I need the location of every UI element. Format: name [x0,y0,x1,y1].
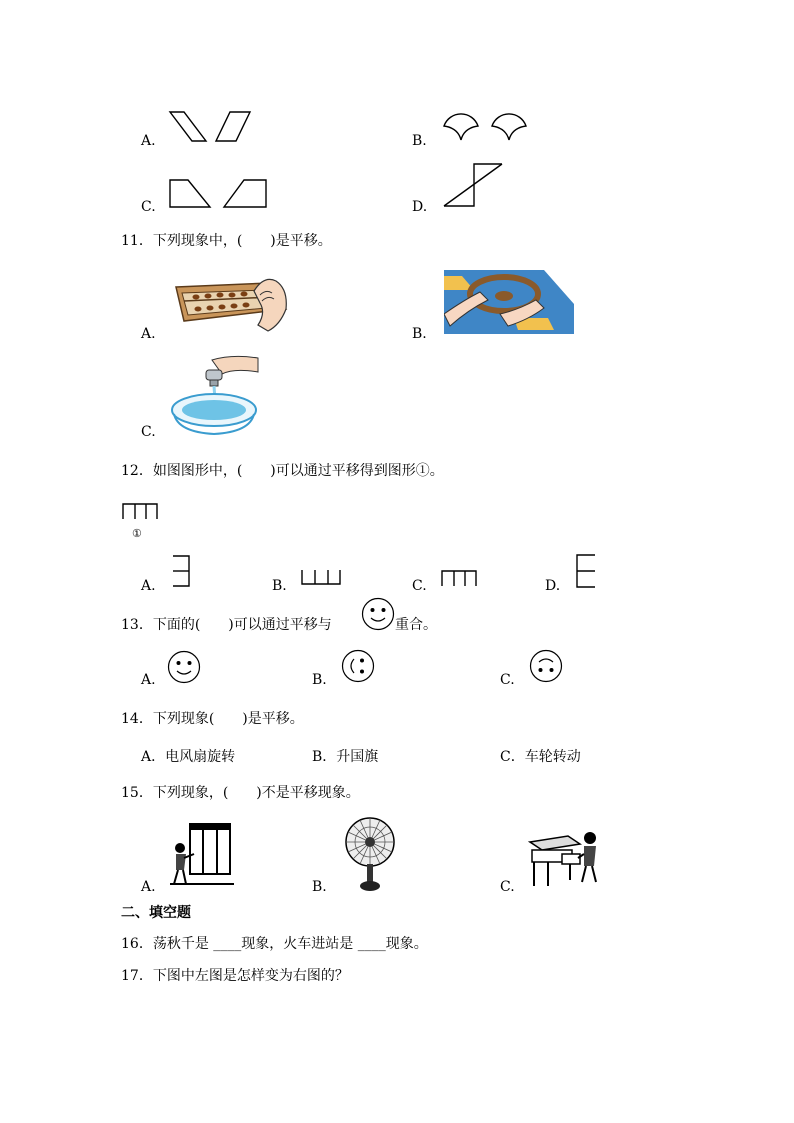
q15-stem: 15．下列现象，( )不是平移现象。 [121,785,360,801]
q12-stem: 12．如图图形中，( )可以通过平移得到图形①。 [121,463,444,479]
q13-stem-after: 重合。 [395,617,437,633]
q15-option-b-label: B. [312,879,327,895]
q13-option-b-rotated-smiley-icon [341,649,375,683]
q11-stem: 11．下列现象中，( )是平移。 [121,233,332,249]
q11-option-c-faucet-image [168,352,260,436]
q12-option-d-label: D. [545,578,561,594]
q15-option-a-pushing-window-image [170,822,234,886]
q13-option-c-label: C. [500,672,515,688]
q17-stem: 17．下图中左图是怎样变为右图的？ [121,968,349,984]
q10-option-b-figure [440,106,532,142]
section-2-title: 二、填空题 [121,905,191,921]
q11-option-b-steering-wheel-image [444,270,574,334]
q12-option-c-label: C. [412,578,427,594]
q14-stem: 14．下列现象( )是平移。 [121,711,304,727]
q10-option-d-figure [440,160,508,210]
q16-stem: 16．荡秋千是 ____现象，火车进站是 ____现象。 [121,936,428,952]
q11-option-a-label: A. [141,326,156,342]
q10-option-c-label: C. [141,199,156,215]
q10-option-b-label: B. [412,133,427,149]
q15-option-c-pulling-drawer-image [528,828,602,888]
q13-option-a-label: A. [141,672,156,688]
q12-option-b-label: B. [272,578,287,594]
q12-reference-figure [121,502,159,520]
q12-option-b-figure [300,568,342,586]
q11-option-b-label: B. [412,326,427,342]
q13-option-c-upside-down-smiley-icon [529,649,563,683]
q12-option-c-figure [440,569,478,587]
q10-option-a-figure [168,110,254,144]
q10-option-c-figure [168,176,270,210]
q15-option-a-label: A. [141,879,156,895]
q14-option-b: B．升国旗 [312,749,379,765]
q12-option-a-figure [171,554,193,588]
q14-option-a: A．电风扇旋转 [141,749,236,765]
q11-option-c-label: C. [141,424,156,440]
q12-option-a-label: A. [141,578,156,594]
q12-figure-number-label: ① [132,527,142,540]
q10-option-a-label: A. [141,133,156,149]
q13-stem-before: 13．下面的( )可以通过平移与 [121,617,332,633]
q11-option-a-abacus-image [168,265,288,335]
q14-option-c: C．车轮转动 [500,749,581,765]
q15-option-c-label: C. [500,879,515,895]
q13-reference-smiley-icon [361,597,395,631]
q12-option-d-figure [575,553,597,589]
q10-option-d-label: D. [412,199,428,215]
q15-option-b-electric-fan-image [342,816,398,892]
q13-option-a-smiley-icon [167,650,201,684]
q13-option-b-label: B. [312,672,327,688]
